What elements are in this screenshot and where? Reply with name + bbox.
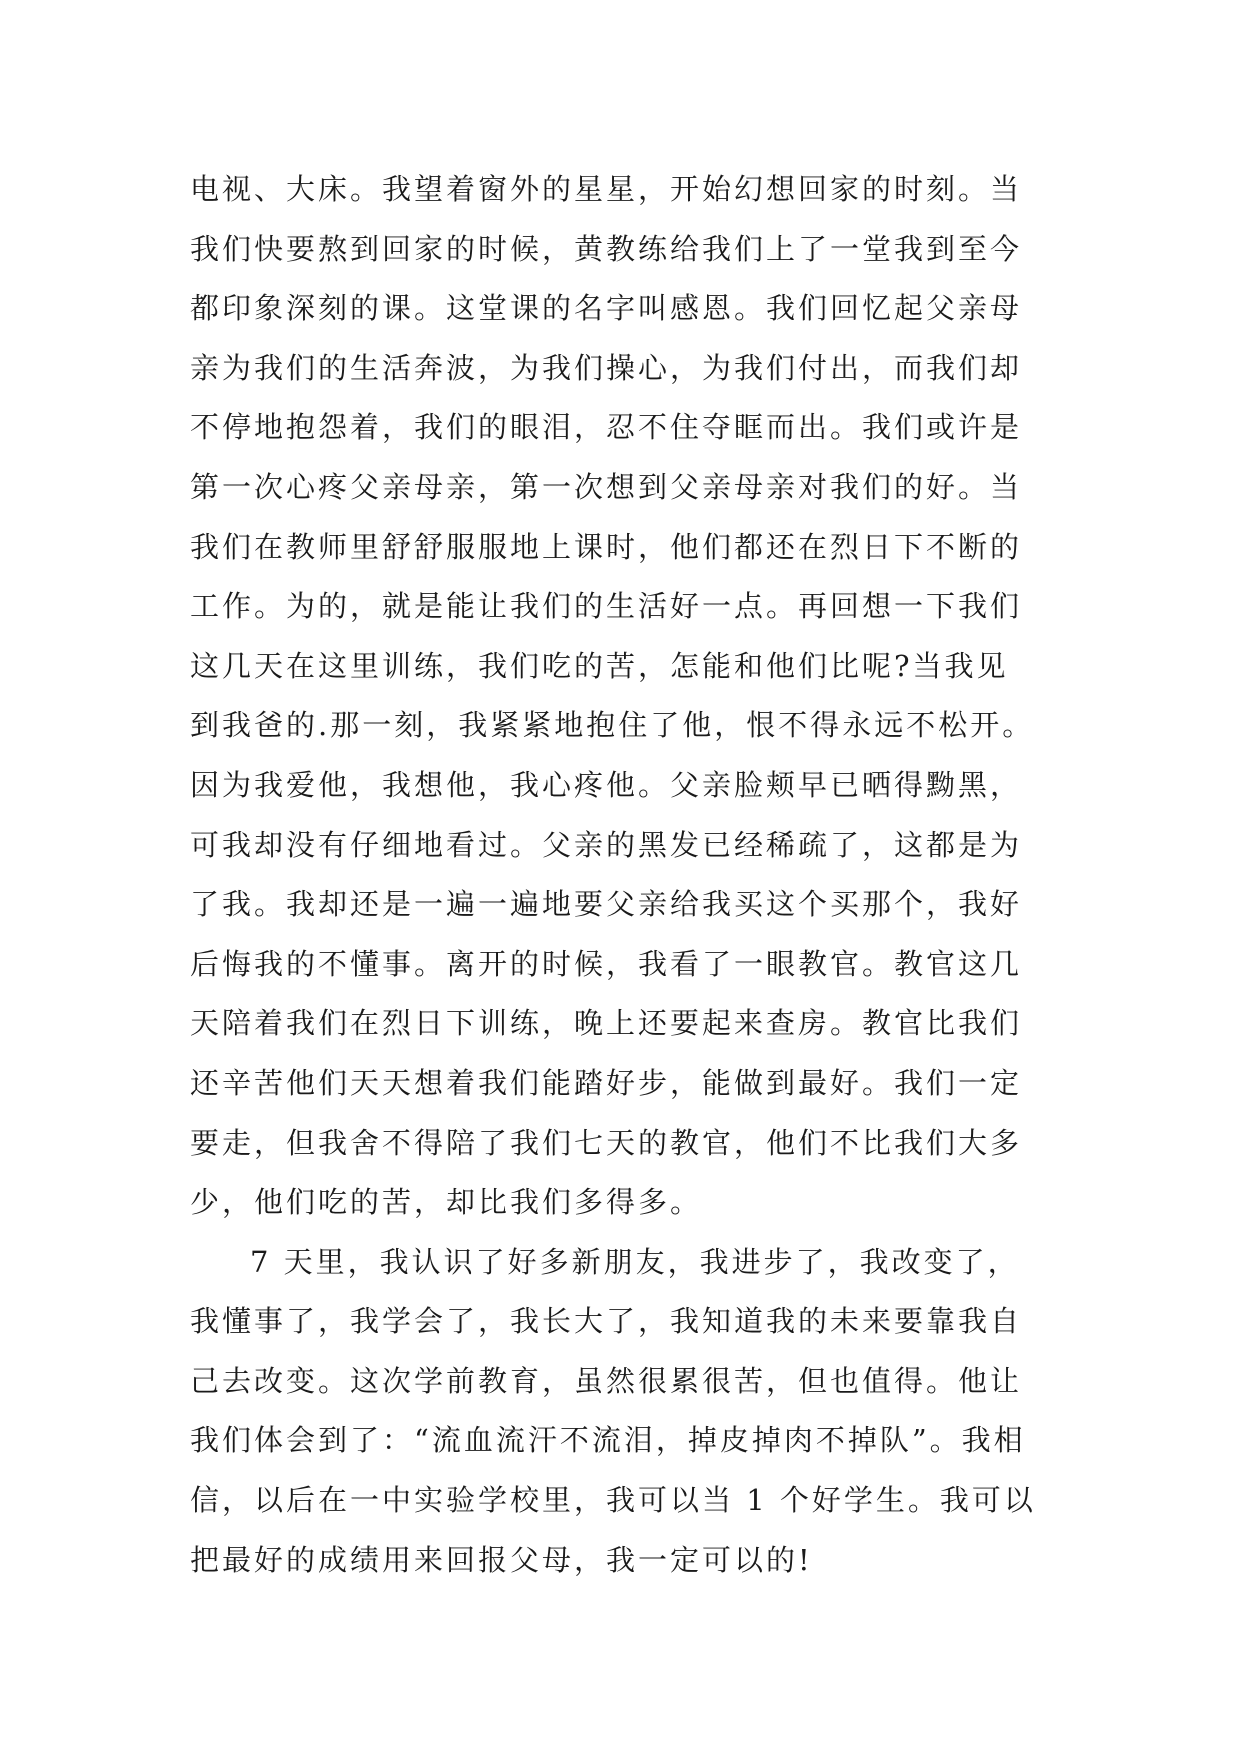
text-line: 到我爸的.那一刻，我紧紧地抱住了他，恨不得永远不松开。 xyxy=(190,708,1035,743)
paragraph-2 xyxy=(190,1233,1090,1591)
text-line: 我们快要熬到回家的时候，黄教练给我们上了一堂我到至今 xyxy=(190,231,1023,266)
body-text xyxy=(190,160,1090,1590)
text-line: 了我。我却还是一遍一遍地要父亲给我买这个买那个，我好 xyxy=(190,887,1023,922)
text-line: 亲为我们的生活奔波，为我们操心，为我们付出，而我们却 xyxy=(190,350,1023,385)
text-line: 我们在教师里舒舒服服地上课时，他们都还在烈日下不断的 xyxy=(190,529,1023,564)
text-line: 信，以后在一中实验学校里，我可以当 1 个好学生。我可以 xyxy=(190,1483,1036,1518)
text-line: 因为我爱他，我想他，我心疼他。父亲脸颊早已晒得黝黑， xyxy=(190,767,1023,802)
text-line: 都印象深刻的课。这堂课的名字叫感恩。我们回忆起父亲母 xyxy=(190,291,1023,326)
text-line: 第一次心疼父亲母亲，第一次想到父亲母亲对我们的好。当 xyxy=(190,469,1023,504)
text-line: 还辛苦他们天天想着我们能踏好步，能做到最好。我们一定 xyxy=(190,1065,1023,1100)
text-line: 天陪着我们在烈日下训练，晚上还要起来查房。教官比我们 xyxy=(190,1006,1023,1041)
text-line: 可我却没有仔细地看过。父亲的黑发已经稀疏了，这都是为 xyxy=(190,827,1023,862)
text-line: 己去改变。这次学前教育，虽然很累很苦，但也值得。他让 xyxy=(190,1363,1023,1398)
text-line: 电视、大床。我望着窗外的星星，开始幻想回家的时刻。当 xyxy=(190,172,1023,206)
text-line: 我们体会到了：“流血流汗不流泪，掉皮掉肉不掉队”。我相 xyxy=(190,1423,1026,1458)
text-line: 工作。为的，就是能让我们的生活好一点。再回想一下我们 xyxy=(190,589,1023,624)
text-line: 不停地抱怨着，我们的眼泪，忍不住夺眶而出。我们或许是 xyxy=(190,410,1023,445)
text-line: 要走，但我舍不得陪了我们七天的教官，他们不比我们大多 xyxy=(190,1125,1023,1160)
text-line: 7 天里，我认识了好多新朋友，我进步了，我改变了， xyxy=(250,1244,1020,1279)
paragraph-1 xyxy=(190,160,1090,1233)
text-line: 这几天在这里训练，我们吃的苦，怎能和他们比呢?当我见 xyxy=(190,648,1009,683)
text-line: 少，他们吃的苦，却比我们多得多。 xyxy=(190,1185,703,1220)
text-line: 我懂事了，我学会了，我长大了，我知道我的未来要靠我自 xyxy=(190,1304,1023,1339)
text-line: 把最好的成绩用来回报父母，我一定可以的! xyxy=(190,1542,813,1577)
text-line: 后悔我的不懂事。离开的时候，我看了一眼教官。教官这几 xyxy=(190,946,1023,981)
